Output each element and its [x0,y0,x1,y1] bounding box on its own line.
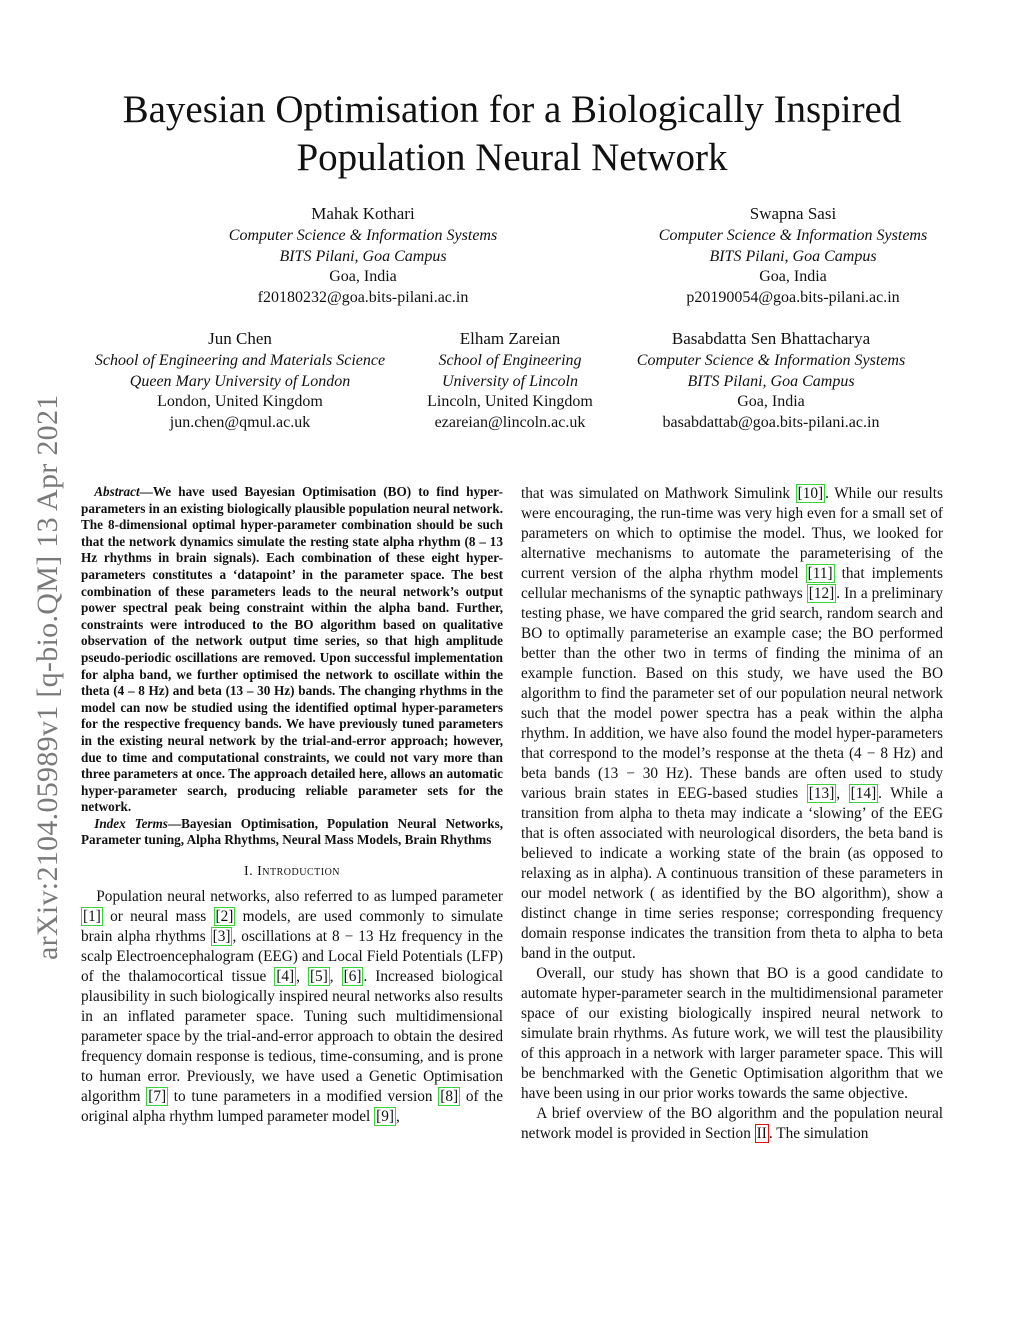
author-location: Goa, India [759,268,827,285]
author-name: Mahak Kothari [311,204,415,223]
author-department: School of Engineering [438,352,582,369]
author-name: Basabdatta Sen Bhattacharya [671,329,871,348]
author-block-1 [213,203,513,308]
citation-link[interactable]: [4] [276,968,295,986]
text-run: , oscillations at 8 − 13 Hz frequency in the scalp Electroencephalogram (EEG) and Local Field Potentials (LFP) of the thalamocortical tissue [81,928,503,986]
text-run: , [395,1108,400,1126]
author-name: Jun Chen [208,329,272,348]
text-run: . The simulation [768,1125,869,1142]
intro-paragraph-1-continued [521,484,943,964]
index-terms-text: —Bayesian Optimisation, Population Neural Networks, Parameter tuning, Alpha Rhythms, Neural Mass Models, Brain Rhythms [81,815,503,848]
intro-paragraph-1 [81,887,503,1127]
citation-link[interactable]: [3] [212,928,231,946]
text-run: , [836,785,849,802]
intro-paragraph-3 [521,1104,943,1144]
author-institution: BITS Pilani, Goa Campus [279,247,447,265]
text-run: of the original alpha rhythm lumped parameter model [81,1088,503,1126]
text-run: models, are used commonly to simulate brain alpha rhythms [81,908,503,946]
text-run: . While a transition from alpha to theta may indicate a ‘slowing’ of the EEG that is often associated with neurological disorders, the beta band is believed to indicate a working state of the brain (as opposed to relaxing as in alpha). A continuous transition of these parameters in our model network ( as identified by the BO algorithm), show a distinct change in time series response; corresponding frequency domain response indicates the transition from theta to alpha to beta band in the output. [521,785,943,962]
section-link[interactable]: II [756,1125,767,1142]
citation-link[interactable]: [14] [850,785,877,802]
citation-link[interactable]: [10] [797,485,824,502]
author-block-5 [616,328,926,433]
citation-link[interactable]: [5] [309,968,328,986]
text-run: that was simulated on Mathwork Simulink [521,485,796,502]
citation-link[interactable]: [13] [808,785,835,802]
author-block-3 [72,328,408,433]
author-location: Goa, India [329,268,397,285]
section-heading: I. Introduction [243,864,341,880]
intro-paragraph-2: Overall, our study has shown that BO is a good candidate to automate hyper-parameter search in the multidimensional parameter space of our existing biologically inspired neural network to simulate brain rhythms. As future work, we will test the plausibility of this approach in a network with larger parameter space. This will be benchmarked with the Genetic Optimisation algorithm that we have been using in our prior works towards the same objective. [521,965,943,1102]
citation-link[interactable]: [12] [808,585,835,602]
citation-link[interactable]: [1] [83,908,101,926]
index-terms-label: Index Terms [94,815,168,831]
text-run: . Increased biological plausibility in such biologically inspired neural networks also results in an inflated parameter space. Tuning such multidimensional parameter space by the trial-and-error approach to obtain the desired frequency domain response is tedious, time-consuming, and is prone to human error. Previously, we have used a Genetic Optimisation algorithm [81,968,503,1106]
text-run: or neural mass [102,908,214,926]
author-name: Elham Zareian [459,329,561,348]
author-institution: BITS Pilani, Goa Campus [709,247,877,265]
author-name: Swapna Sasi [749,204,837,223]
author-location: Lincoln, United Kingdom [427,393,593,410]
left-column [81,484,503,1127]
citation-link[interactable]: [8] [440,1088,459,1106]
text-run: A brief overview of the BO algorithm and the population neural network model is provided in Section [521,1105,943,1142]
abstract-label: Abstract [94,484,140,499]
author-block-4 [410,328,610,433]
right-column [521,484,943,1144]
author-institution: University of Lincoln [442,372,578,390]
citation-link[interactable]: [7] [148,1088,167,1106]
author-department: Computer Science & Information Systems [636,352,906,369]
author-email[interactable]: basabdattab@goa.bits-pilani.ac.in [662,413,880,431]
title-line-1: Bayesian Optimisation for a Biologically Inspired [122,88,902,131]
citation-link[interactable]: [9] [376,1108,394,1126]
author-email[interactable]: jun.chen@qmul.ac.uk [169,413,311,431]
citation-link[interactable]: [6] [343,968,362,986]
citation-link[interactable]: [2] [215,908,234,926]
author-department: Computer Science & Information Systems [658,227,928,244]
author-institution: Queen Mary University of London [129,372,351,390]
title-line-2: Population Neural Network [296,136,728,179]
text-run: that implements cellular mechanisms of the synaptic pathways [521,565,944,602]
index-terms [81,816,503,849]
text-run: , [329,968,342,986]
text-run: . While our results were encouraging, the run-time was very high even for a small set of parameters on which to optimise the model. Thus, we looked for alternative mechanisms to automate the parameterising of the current version of the alpha rhythm model [521,485,943,582]
text-run: . In a preliminary testing phase, we have compared the grid search, random search and BO to optimally parameterise an example case; the BO performed better than the other two in terms of finding the minima of an example function. Based on this study, we have used the BO algorithm to find the parameter set of our population neural network such that the model power spectra has a peak within the alpha rhythm. In addition, we have also found the model hyper-parameters that correspond to the model’s response at the theta (4 − 8 Hz) and beta bands (13 − 30 Hz). These bands are often used to study various brain states in EEG-based studies [521,585,943,802]
author-email[interactable]: p20190054@goa.bits-pilani.ac.in [686,288,900,306]
author-location: Goa, India [737,393,805,410]
text-run: to tune parameters in a modified version [168,1088,439,1106]
author-department: School of Engineering and Materials Science [94,352,386,369]
arxiv-identifier-stamp: arXiv:2104.05989v1 [q-bio.QM] 13 Apr 2021 [31,394,64,960]
text-run: , [296,968,308,986]
abstract [81,484,503,816]
author-block-2 [643,203,943,308]
author-department: Computer Science & Information Systems [228,227,498,244]
author-email[interactable]: ezareian@lincoln.ac.uk [434,413,586,431]
author-email[interactable]: f20180232@goa.bits-pilani.ac.in [257,288,469,306]
author-institution: BITS Pilani, Goa Campus [687,372,855,390]
abstract-text: —We have used Bayesian Optimisation (BO) to find hyper-parameters in an existing biologically plausible population neural network. The 8-dimensional optimal hyper-parameter combination should be such that the network dynamics simulate the resting state alpha rhythm (8 – 13 Hz rhythms in brain signals). Each combination of these eight hyper-parameters constitutes a ‘datapoint’ in the parameter space. The best combination of these parameters leads to the neural network’s output power spectral peak being constraint within the alpha band. Further, constraints were introduced to the BO algorithm based on qualitative observation of the network output time series, so that high amplitude pseudo-periodic oscillations are removed. Upon successful implementation for alpha band, we further optimised the network to oscillate within the theta (4 – 8 Hz) and beta (13 – 30 Hz) bands. The changing rhythms in the model can now be studied using the identified optimal hyper-parameters for the respective frequency bands. We have previously tuned parameters in the existing neural network by the trial-and-error approach; however, due to time and computational constraints, we could not vary more than three parameters at once. The approach detailed here, allows an automatic hyper-parameter search, producing reliable parameter sets for the network. [81,484,503,815]
paper-title [60,86,964,182]
text-run: Population neural networks, also referred to as lumped parameter [96,888,503,906]
citation-link[interactable]: [11] [807,565,833,582]
author-location: London, United Kingdom [157,393,323,410]
